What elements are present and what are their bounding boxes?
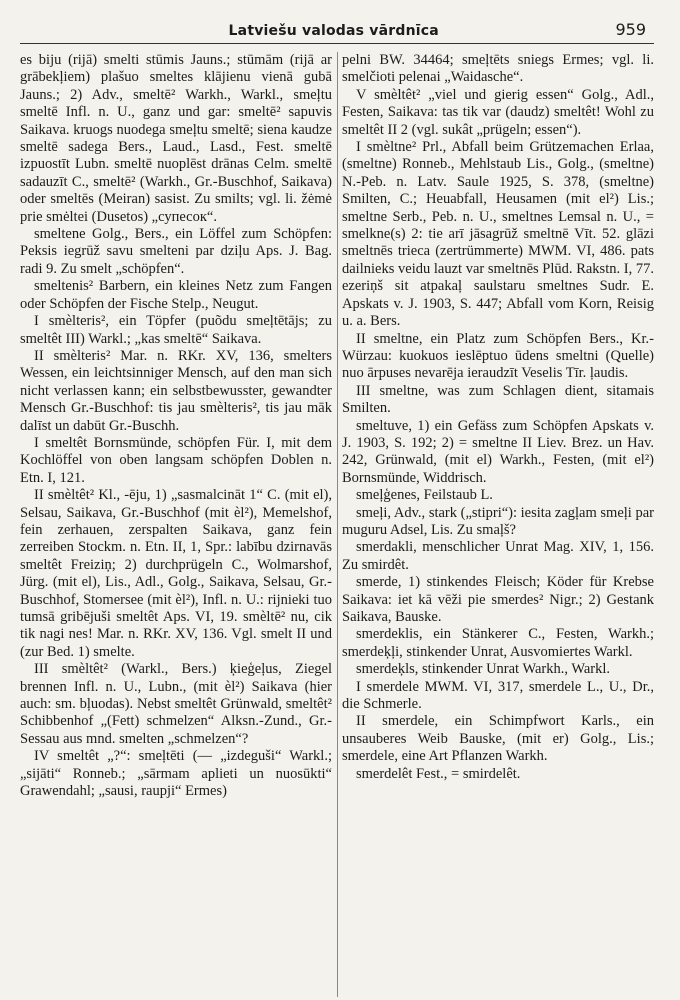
dictionary-entry: smeltenis² Barbern, ein kleines Netz zum Fangen oder Schöpfen der Fische Stelp., Neugut. (20, 278, 332, 312)
dictionary-entry: II smerdele, ein Schimpfwort Karls., ein unsauberes Weib Bauske, (mit er) Golg., Lis.; smerdele, eine Art Pflanzen Warkh. (342, 713, 654, 765)
page-header (20, 18, 654, 44)
dictionary-entry: I smèlteris², ein Töpfer (puõdu smeļtētājs; zu smeltêt III) Warkl.; „kas smeltē“ Saikava. (20, 313, 332, 347)
running-title: Latviešu valodas vārdnīca (228, 23, 439, 39)
dictionary-entry: III smèltêt² (Warkl., Bers.) ķieģeļus, Ziegel brennen Infl. n. U., Lubn., (mit èl²) Saikava (hier auch: sm. bļuodas). Nebst smeltêt Grünwald, smeltêt² Schibbenhof „(Fett) schmelzen“ Alksn.-Zund., Gr.-Sessau aus mnd. smelten „schmelzen“? (20, 661, 332, 747)
dictionary-entry: II smèlteris² Mar. n. RKr. XV, 136, smelters Wessen, ein leichtsinniger Mensch, auf den man sich nicht verlassen kann; ein selbstbewusster, gewandter Mensch Gr.-Buschhof: tis jau smèlteris², tis jau māk dalīst un dabūt Gr.-Buschh. (20, 347, 332, 434)
dictionary-entry: II smèltêt² Kl., -ēju, 1) „sasmalcināt 1“ C. (mit el), Selsau, Saikava, Gr.-Buschhof (mit èl²), Memelshof, fein zerhauen, zerspalten Saikava, ganz fein zerreiben Stockm. n. Etn. II, 1, Spr.: labību dzirnavās smeltêt Freiziņ; 2) durchprügeln C., Wolmarshof, Jürg. (mit el), Lis., Adl., Golg., Saikava, Selsau, Gr.-Buschhof, Stomersee (mit èl²), Infl. n. U.: rijnieki tuo tumsā gribējuši smeltêt Aps. VI, 19. smèltē² nu, cik tik nagi nes! Mar. n. RKr. XV, 136. Vgl. smelt II und (zur Bed. 1) smelte. (20, 487, 332, 660)
left-column (20, 52, 332, 997)
dictionary-entry: smerdeklis, ein Stänkerer C., Festen, Warkh.; smerdeķļi, stinkender Unrat, Ausvomiertes Warkl. (342, 626, 654, 660)
dictionary-entry: smerdeķls, stinkender Unrat Warkh., Warkl. (356, 661, 611, 678)
dictionary-entry: III smeltne, was zum Schlagen dient, sitamais Smilten. (342, 382, 654, 417)
dictionary-entry: I smeltêt Bornsmünde, schöpfen Für. I, mit dem Kochlöffel von oben langsam schöpfen Doblen n. Etn. I, 121. (20, 434, 332, 486)
dictionary-entry: smerdelêt Fest., = smirdelêt. (356, 765, 521, 782)
dictionary-entry: IV smeltêt „?“: smeļtēti (— „izdeguši“ Warkl.; „sijāti“ Ronneb.; „sārmam aplieti un nuosūkti“ Grawendahl; „sausi, raupji“ Ermes) (20, 748, 332, 800)
dictionary-entry: V smèltêt² „viel und gierig essen“ Golg., Adl., Festen, Saikava: tas tik var (daudz) smeltêt! Wohl zu smeltêt II 2 (vgl. sukât „prügeln; essen“). (342, 86, 654, 138)
dictionary-entry: smeltene Golg., Bers., ein Löffel zum Schöpfen: Peksis iegrūž savu smelteni par dziļu Aps. J. Bag. radi 9. Zu smelt „schöpfen“. (20, 226, 332, 277)
dictionary-entry: es biju (rijā) smelti stūmis Jauns.; stūmām (rijā ar grābekļiem) plašuo smeltes klājienu vienā gubā Jauns.; 2) Adv., smeltē² Warkh., Warkl., smeļtu smeltē Infl. n. U., ganz und gar: smeltē² sapuvis Saikava. kruogs nuodega smeļtu smeltē; siena kaudze smeltē sadega Bers., Laud., Lasd., Fest. smeltē izpuostīt Lubn. smeltē nuoplēst drānas Celm. smeltē sadauzīt C., smeltē² (Warkh., Gr.-Buschhof, Saikava) oder smeltēs (Meiran) sasist. Zu smilts; vgl. li. žėmė prie smėltei (Dusetos) „супесок“. (20, 52, 332, 225)
two-column-body (20, 52, 654, 997)
dictionary-entry: I smerdele MWM. VI, 317, smerdele L., U., Dr., die Schmerle. (342, 678, 654, 713)
page-number: 959 (615, 20, 646, 39)
dictionary-entry: smerdakli, menschlicher Unrat Mag. XIV, 1, 156. Zu smirdêt. (342, 539, 654, 573)
dictionary-entry: I smèltne² Prl., Abfall beim Grützemachen Erlaa, (smeltne) Ronneb., Mehlstaub Lis., Golg., (smeltne) N.-Peb. n. Latv. Saule 1925, S. 378, (smeltne) Smilten, C.; Heuabfall, Heusamen (mit el²) Lis.; smeltne Serb., Peb. n. U., smeltnes Lemsal n. U., = smelkne(s) 2: tie arī jāsagrūž smeltnē Vīt. 52. glāzi smeltnēs trieca (zertrümmerte) MWM. VI, 486. pats dailnieks veidu lauzt var smeltnēs Plūd. Rakstn. I, 77. ezeriņš sit atpakaļ saulstaru smeltnes Sudr. E. Apskats v. J. 1903, S. 447; Abfall vom Korn, Reisig u. a. Bers. (342, 139, 654, 330)
dictionary-entry: smeļi, Adv., stark („stipri“): iesita zagļam smeļi par muguru Adsel, Lis. Zu smaļš? (342, 504, 654, 538)
dictionary-entry: II smeltne, ein Platz zum Schöpfen Bers., Kr.-Würzau: kuokuos ieslēptuo ūdens smeltni (Quelle) nuo ārpuses nevarēja ieraudzīt Veselis Tīr. ļaudis. (342, 330, 654, 382)
dictionary-entry: smeltuve, 1) ein Gefäss zum Schöpfen Apskats v. J. 1903, S. 192; 2) = smeltne II Liev. Brez. un Hav. 242, Grünwald, (mit el) Warkh., Festen, (mit el²) Bornsmünde, Widdrisch. (342, 417, 654, 486)
right-column (342, 52, 654, 997)
dictionary-entry: pelni BW. 34464; smeļtēts sniegs Ermes; vgl. li. smelčioti pelenai „Waidasche“. (342, 52, 654, 86)
dictionary-entry: smeļģenes, Feilstaub L. (356, 487, 493, 504)
dictionary-entry: smerde, 1) stinkendes Fleisch; Köder für Krebse Saikava: iet kā vēži pie smerdes² Nigr.; 2) Gestank Saikava, Bauske. (342, 574, 654, 625)
